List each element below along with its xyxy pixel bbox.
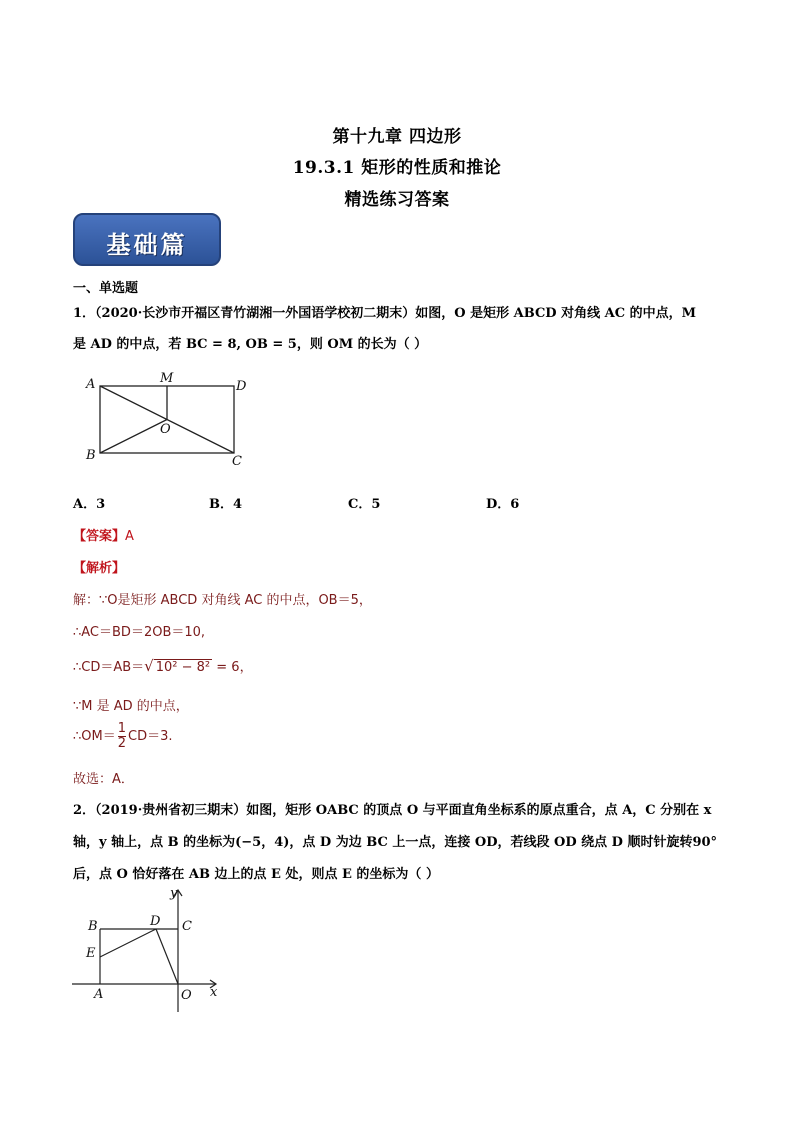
- solution-line6: 故选：A．: [73, 772, 134, 787]
- solution-line5-prefix: ∴OM＝: [73, 729, 116, 744]
- q1-option-d: D．6: [486, 497, 520, 512]
- section-title: 19.3.1 矩形的性质和推论: [292, 158, 502, 178]
- chapter-title: 第十九章 四边形: [332, 127, 462, 147]
- solution-line3-prefix: ∴CD＝AB＝: [73, 660, 145, 675]
- label-d: D: [236, 379, 247, 394]
- level-badge-label: 基础篇: [106, 230, 188, 259]
- q1-stem-line1: 1．（2020·长沙市开福区青竹湖湘一外国语学校初二期末）如图，O 是矩形 ABCD 对角线 AC 的中点，M: [73, 306, 696, 321]
- solution-line5-suffix: CD＝3.: [128, 729, 173, 744]
- level-badge: [73, 213, 221, 266]
- solution-line1: 解：∵O是矩形 ABCD 对角线 AC 的中点，OB＝5，: [73, 593, 372, 608]
- solution-line3: ∴CD＝AB＝√ 10² − 8² = 6，: [73, 657, 253, 675]
- label-o: O: [181, 988, 192, 1003]
- fraction-denominator: 2: [117, 736, 127, 751]
- label-a: A: [94, 987, 104, 1002]
- segment-do: [156, 929, 178, 984]
- q2-stem-line3: 后，点 O 恰好落在 AB 边上的点 E 处，则点 E 的坐标为（ ）: [73, 867, 439, 882]
- segment-bo: [100, 420, 167, 454]
- q1-option-a: A．3: [73, 497, 106, 512]
- solution-line5: [73, 722, 173, 751]
- q2-stem-line1: 2．（2019·贵州省初三期末）如图，矩形 OABC 的顶点 O 与平面直角坐标系的原点重合，点 A，C 分别在 x: [73, 803, 712, 818]
- solution-line4: ∵M 是 AD 的中点，: [73, 699, 189, 714]
- fraction-numerator: 1: [117, 721, 127, 736]
- analysis-tag: 【解析】: [73, 561, 126, 576]
- answer-value: A: [125, 529, 134, 544]
- subtitle: 精选练习答案: [344, 190, 450, 210]
- label-c: C: [182, 919, 192, 934]
- q2-stem-line2: 轴，y 轴上，点 B 的坐标为(−5，4)，点 D 为边 BC 上一点，连接 OD，若线段 OD 绕点 D 顺时针旋转90°: [73, 835, 718, 850]
- label-a: A: [86, 377, 96, 392]
- label-b: B: [86, 448, 96, 463]
- q1-option-c: C．5: [348, 497, 381, 512]
- q1-answer: [73, 525, 134, 544]
- solution-line3-radicand: 10² − 8²: [155, 660, 211, 675]
- label-y: y: [170, 886, 178, 901]
- label-d: D: [150, 914, 161, 929]
- fraction-one-half: [118, 722, 126, 751]
- q2-figure: [70, 884, 230, 1016]
- label-m: M: [160, 371, 174, 386]
- segment-ed: [100, 929, 156, 957]
- answer-tag: 【答案】: [73, 529, 126, 544]
- q1-stem-line2: 是 AD 的中点，若 BC = 8, OB = 5，则 OM 的长为（ ）: [73, 337, 428, 352]
- label-c: C: [232, 454, 242, 468]
- solution-line2: ∴AC＝BD＝2OB＝10,: [73, 625, 206, 640]
- q1-figure: [78, 368, 258, 468]
- solution-line3-suffix: = 6，: [212, 660, 253, 675]
- label-o: O: [160, 422, 171, 437]
- q1-option-b: B．4: [209, 497, 243, 512]
- label-e: E: [86, 946, 96, 961]
- section-heading: 一、单选题: [73, 281, 139, 296]
- label-b: B: [88, 919, 98, 934]
- label-x: x: [210, 985, 218, 1000]
